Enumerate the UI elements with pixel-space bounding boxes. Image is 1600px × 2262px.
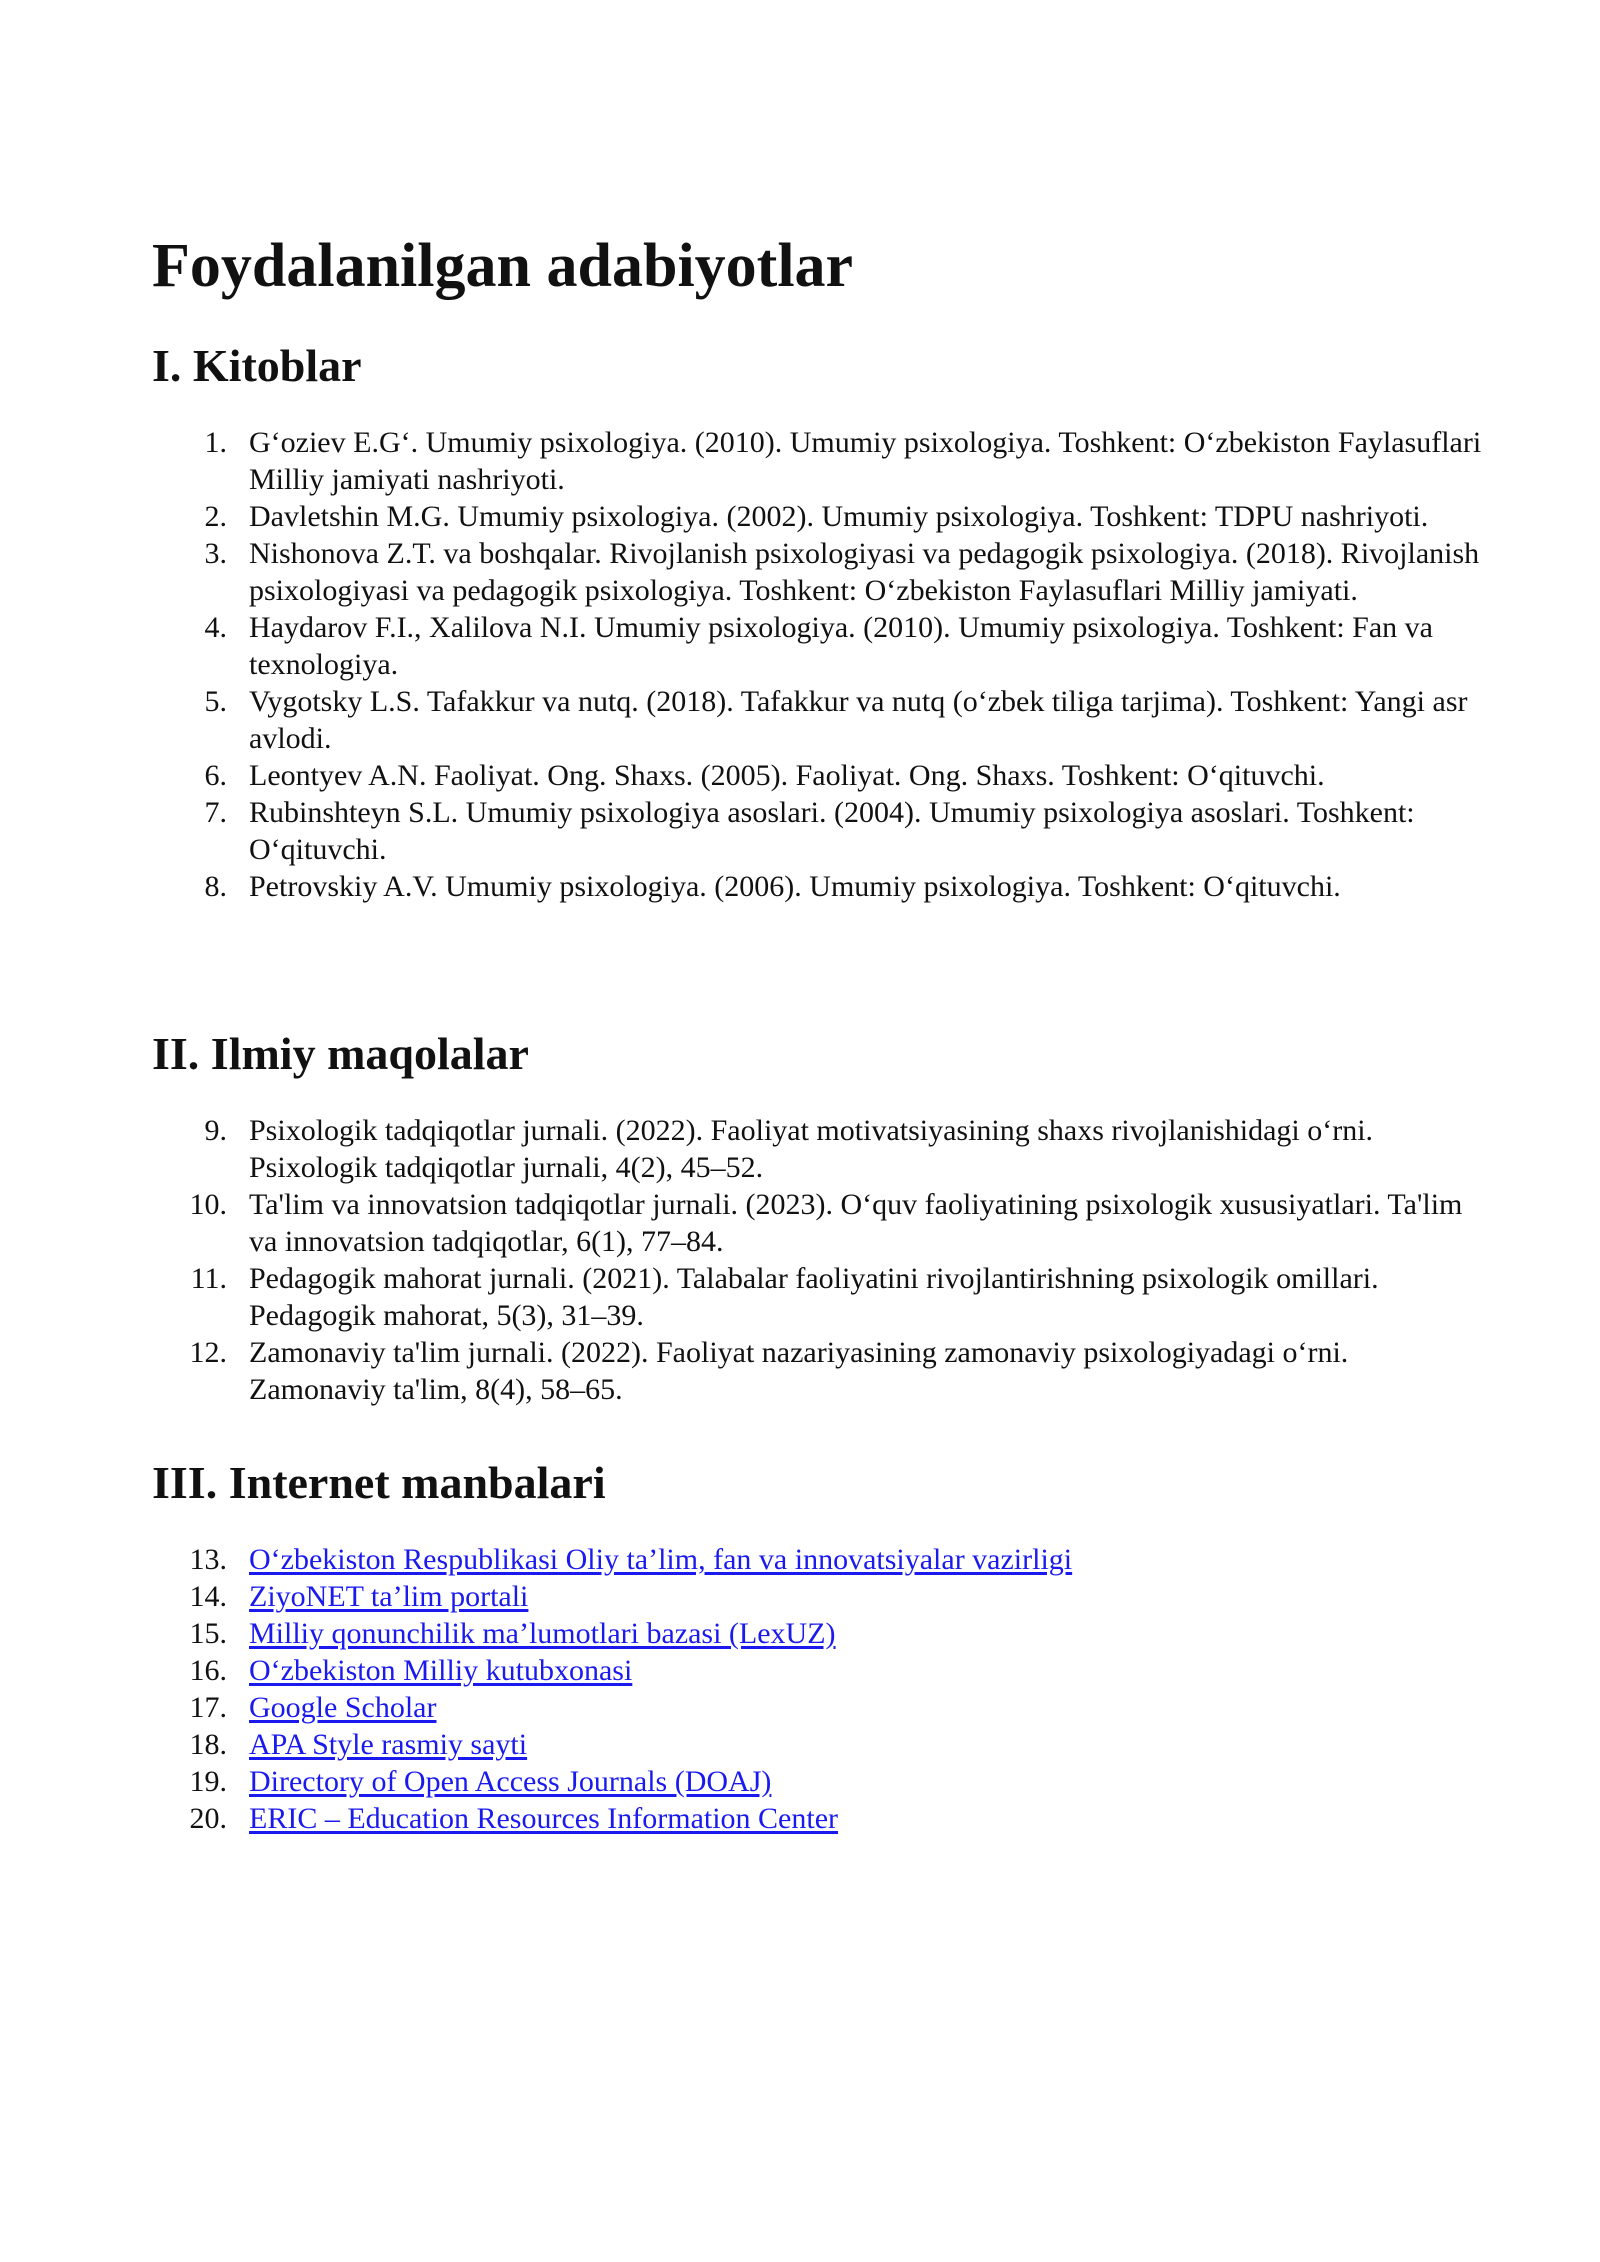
section-heading-books: I. Kitoblar [152,340,362,391]
item-number: 10. [189,1188,227,1221]
item-number: 20. [189,1802,227,1835]
link-national-library[interactable]: O‘zbekiston Milliy kutubxonasi [249,1654,633,1687]
link-ministry[interactable]: O‘zbekiston Respublikasi Oliy ta’lim, fan va innovatsiyalar vazirligi [249,1543,1073,1576]
item-text: Haydarov F.I., Xalilova N.I. Umumiy psixologiya. (2010). Umumiy psixologiya. Toshkent: Fan va texnologiya. [249,611,1433,681]
link-lexuz[interactable]: Milliy qonunchilik ma’lumotlari bazasi (LexUZ) [249,1617,836,1650]
item-number: 13. [189,1543,227,1576]
list-item [152,757,1492,794]
item-text: Zamonaviy ta'lim jurnali. (2022). Faoliyat nazariyasining zamonaviy psixologiyadagi o‘rni. Zamonaviy ta'lim, 8(4), 58–65. [249,1336,1349,1406]
section-internet [152,1455,1492,1835]
item-text: Pedagogik mahorat jurnali. (2021). Talabalar faoliyatini rivojlantirishning psixologik omillari. Pedagogik mahorat, 5(3), 31–39. [249,1262,1379,1332]
list-item [152,1112,1492,1186]
list-item [152,1726,1492,1763]
list-item [152,1578,1492,1615]
link-apa-style[interactable]: APA Style rasmiy sayti [249,1728,528,1761]
item-number: 8. [204,870,227,903]
item-number: 19. [189,1765,227,1798]
list-item [152,1689,1492,1726]
list-item [152,1800,1492,1837]
list-item [152,424,1492,498]
item-number: 4. [204,611,227,644]
item-number: 16. [189,1654,227,1687]
list-item [152,1541,1492,1578]
item-number: 11. [190,1262,227,1295]
item-number: 17. [189,1691,227,1724]
item-number: 14. [189,1580,227,1613]
list-item [152,1334,1492,1408]
list-item [152,535,1492,609]
item-number: 7. [204,796,227,829]
item-number: 12. [189,1336,227,1369]
link-eric[interactable]: ERIC – Education Resources Information Center [249,1802,839,1835]
item-number: 6. [204,759,227,792]
item-text: Petrovskiy A.V. Umumiy psixologiya. (2006). Umumiy psixologiya. Toshkent: O‘qituvchi. [249,870,1341,903]
item-text: Ta'lim va innovatsion tadqiqotlar jurnali. (2023). O‘quv faoliyatining psixologik xususiyatlari. Ta'lim va innovatsion tadqiqotlar, 6(1), 77–84. [249,1188,1463,1258]
books-list [152,424,1492,905]
section-books [152,338,1492,903]
link-ziyonet[interactable]: ZiyoNET ta’lim portali [249,1580,529,1613]
item-number: 3. [204,537,227,570]
item-text: Leontyev A.N. Faoliyat. Ong. Shaxs. (2005). Faoliyat. Ong. Shaxs. Toshkent: O‘qituvchi. [249,759,1325,792]
list-item [152,1652,1492,1689]
list-item [152,868,1492,905]
item-number: 18. [189,1728,227,1761]
item-number: 9. [204,1114,227,1147]
section-articles [152,1026,1492,1406]
list-item [152,1186,1492,1260]
item-text: Vygotsky L.S. Tafakkur va nutq. (2018). Tafakkur va nutq (o‘zbek tiliga tarjima). Toshkent: Yangi asr avlodi. [249,685,1468,755]
item-number: 15. [189,1617,227,1650]
internet-list [152,1541,1492,1837]
section-heading-articles: II. Ilmiy maqolalar [152,1028,529,1079]
list-item [152,683,1492,757]
link-doaj[interactable]: Directory of Open Access Journals (DOAJ) [249,1765,772,1798]
item-number: 2. [204,500,227,533]
list-item [152,609,1492,683]
list-item [152,794,1492,868]
item-text: Davletshin M.G. Umumiy psixologiya. (2002). Umumiy psixologiya. Toshkent: TDPU nashriyoti. [249,500,1429,533]
item-text: Rubinshteyn S.L. Umumiy psixologiya asoslari. (2004). Umumiy psixologiya asoslari. Toshkent: O‘qituvchi. [249,796,1415,866]
list-item [152,1615,1492,1652]
page-title: Foydalanilgan adabiyotlar [152,232,854,300]
articles-list [152,1112,1492,1408]
link-google-scholar[interactable]: Google Scholar [249,1691,437,1724]
item-text: G‘oziev E.G‘. Umumiy psixologiya. (2010). Umumiy psixologiya. Toshkent: O‘zbekiston Faylasuflari Milliy jamiyati nashriyoti. [249,426,1482,496]
list-item [152,1763,1492,1800]
item-number: 5. [204,685,227,718]
section-heading-internet: III. Internet manbalari [152,1457,606,1508]
list-item [152,1260,1492,1334]
list-item [152,498,1492,535]
item-text: Psixologik tadqiqotlar jurnali. (2022). Faoliyat motivatsiyasining shaxs rivojlanishidagi o‘rni. Psixologik tadqiqotlar jurnali, 4(2), 45–52. [249,1114,1374,1184]
item-text: Nishonova Z.T. va boshqalar. Rivojlanish psixologiyasi va pedagogik psixologiya. (2018). Rivojlanish psixologiyasi va pedagogik psixologiya. Toshkent: O‘zbekiston Faylasuflari Milliy jamiyati. [249,537,1480,607]
item-number: 1. [204,426,227,459]
